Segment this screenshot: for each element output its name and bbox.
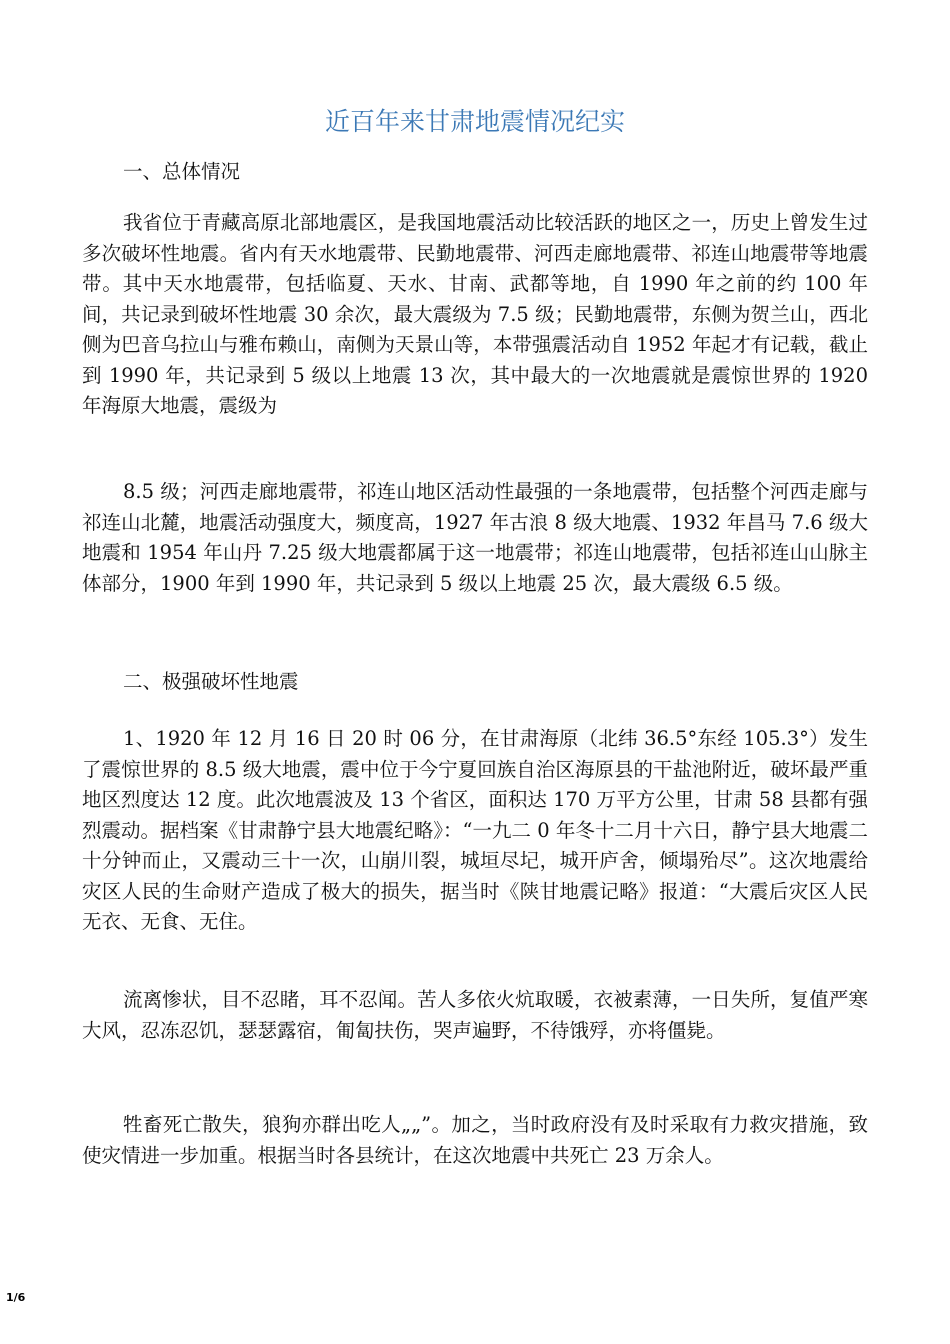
- section-heading-overview: 一、总体情况: [123, 160, 241, 183]
- section-heading-severe-earthquakes: 二、极强破坏性地震: [123, 670, 299, 693]
- paragraph-casualties: 牲畜死亡散失，狼狗亦群出吃人„„”。加之，当时政府没有及时采取有力救灾措施，致使灾情进一步加重。根据当时各县统计，在这次地震中共死亡 23 万余人。: [82, 1113, 868, 1167]
- page-title: 近百年来甘肃地震情况纪实: [324, 107, 625, 136]
- paragraph-overview-2: 8.5 级；河西走廊地震带，祁连山地区活动性最强的一条地震带，包括整个河西走廊与祁连山北麓，地震活动强度大，频度高，1927 年古浪 8 级大地震、1932 年昌马 7.6 级大地震和 1954 年山丹 7.25 级大地震都属于这一地震带；祁连山地震带，包括祁连山山脉主体部分，1900 年到 1990 年，共记录到 5 级以上地震 25 次，最大震级 6.5 级。: [82, 480, 868, 595]
- paragraph-overview-1: 我省位于青藏高原北部地震区，是我国地震活动比较活跃的地区之一，历史上曾发生过多次破坏性地震。省内有天水地震带、民勤地震带、河西走廊地震带、祁连山地震带等地震带。其中天水地震带，包括临夏、天水、甘南、武都等地，自 1990 年之前的约 100 年间，共记录到破坏性地震 30 余次，最大震级为 7.5 级；民勤地震带，东侧为贺兰山，西北侧为巴音乌拉山与雅布赖山，南侧为天景山等，本带强震活动自 1952 年起才有记载，截止到 1990 年，共记录到 5 级以上地震 13 次，其中最大的一次地震就是震惊世界的 1920 年海原大地震，震级为: [82, 211, 868, 417]
- page-number: 1/6: [6, 1291, 26, 1304]
- paragraph-haiyuan-earthquake: 1、1920 年 12 月 16 日 20 时 06 分，在甘肃海原（北纬 36.5°东经 105.3°）发生了震惊世界的 8.5 级大地震，震中位于今宁夏回族自治区海原县的干盐池附近，破坏最严重地区烈度达 12 度。此次地震波及 13 个省区，面积达 170 万平方公里，甘肃 58 县都有强烈震动。据档案《甘肃静宁县大地震纪略》：“一九二 0 年冬十二月十六日，静宁县大地震二十分钟而止，又震动三十一次，山崩川裂，城垣尽圮，城开庐舍，倾塌殆尽”。这次地震给灾区人民的生命财产造成了极大的损失，据当时《陕甘地震记略》报道：“大震后灾区人民无衣、无食、无住。: [82, 727, 868, 933]
- paragraph-refugee-conditions: 流离惨状，目不忍睹，耳不忍闻。苦人多依火炕取暖，衣被素薄，一日失所，复值严寒大风，忍冻忍饥，瑟瑟露宿，匍匐扶伤，哭声遍野，不待饿殍，亦将僵毙。: [82, 988, 868, 1042]
